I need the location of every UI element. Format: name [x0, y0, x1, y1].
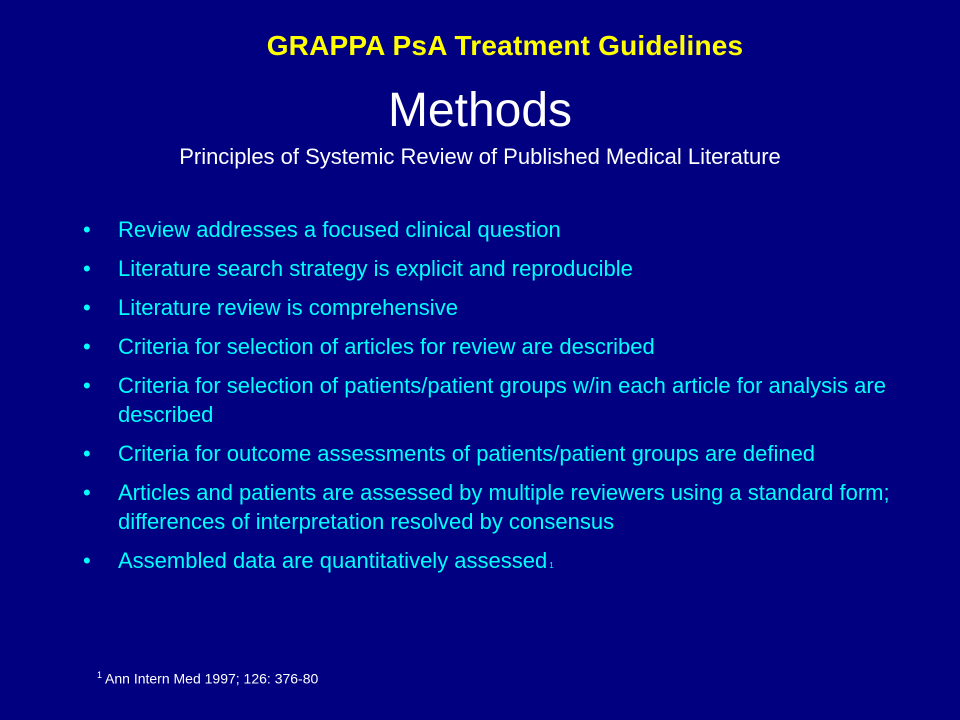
slide-header-title: GRAPPA PsA Treatment Guidelines	[266, 30, 744, 61]
page-title: Methods	[387, 84, 573, 137]
bullet-marker: •	[83, 441, 91, 466]
footnote	[97, 670, 318, 687]
list-item	[83, 371, 923, 429]
bullet-marker: •	[83, 295, 91, 320]
bullet-text: Assembled data are quantitatively assessed	[118, 548, 548, 573]
bullet-text: Review addresses a focused clinical question	[118, 217, 561, 242]
list-item	[83, 254, 923, 283]
bullet-marker: •	[83, 373, 91, 398]
list-item	[83, 293, 923, 322]
list-item	[83, 439, 923, 468]
footnote-text: Ann Intern Med 1997; 126: 376-80	[105, 670, 319, 687]
bullet-text: Articles and patients are assessed by multiple reviewers using a standard form; differences of interpretation resolved by consensus	[118, 480, 890, 534]
bullet-text: Literature review is comprehensive	[118, 295, 458, 320]
bullet-marker: •	[83, 256, 91, 281]
list-item	[83, 332, 923, 361]
page-subtitle: Principles of Systemic Review of Published Medical Literature	[179, 144, 781, 169]
bullet-text: Criteria for outcome assessments of patients/patient groups are defined	[118, 441, 816, 466]
citation-reference: 1	[549, 561, 554, 570]
bullet-text: Criteria for selection of articles for review are described	[118, 334, 655, 359]
bullet-marker: •	[83, 217, 91, 242]
bullet-marker: •	[83, 334, 91, 359]
bullet-marker: •	[83, 480, 91, 505]
footnote-marker: 1	[97, 670, 103, 680]
bullet-text: Criteria for selection of patients/patient groups w/in each article for analysis are described	[118, 373, 886, 427]
list-item	[83, 546, 923, 580]
list-item	[83, 215, 923, 244]
list-item	[83, 478, 923, 536]
bullet-marker: •	[83, 548, 91, 573]
bullet-text: Literature search strategy is explicit and reproducible	[118, 256, 633, 281]
bullet-list	[83, 215, 923, 590]
